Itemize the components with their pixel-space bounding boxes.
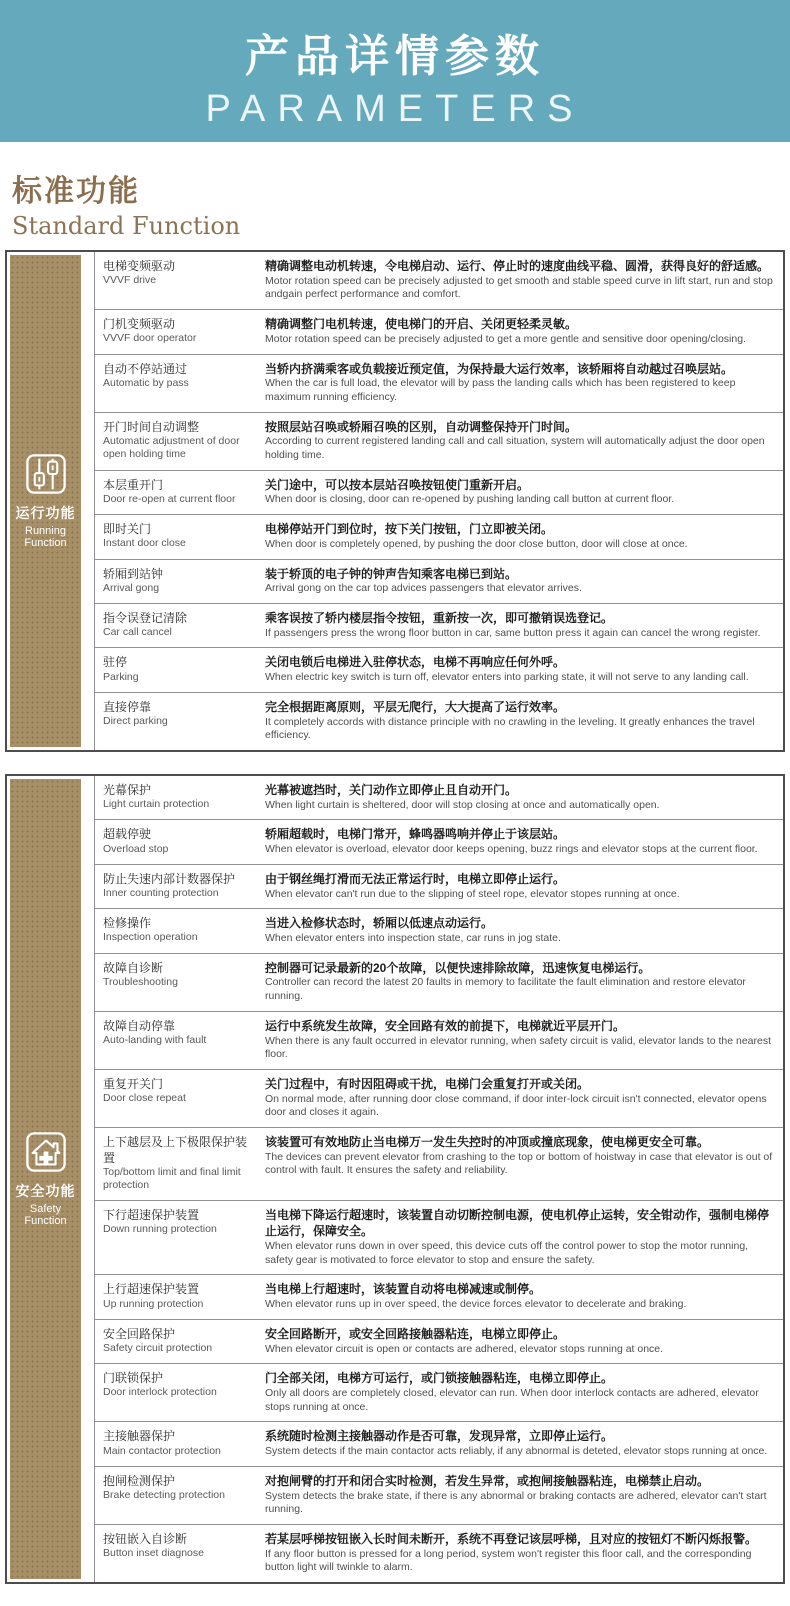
function-desc-cn: 按照层站召唤或轿厢召唤的区别，自动调整保持开门时间。 xyxy=(265,419,578,434)
function-name-en: VVVF drive xyxy=(103,274,157,287)
house-cross-icon xyxy=(25,1131,67,1173)
table-row xyxy=(95,1320,783,1364)
function-desc-en: According to current registered landing call and call situation, system will automatically adjust the door open holding time. xyxy=(265,435,765,462)
function-desc-cn: 关门途中，可以按本层站召唤按钮使门重新开启。 xyxy=(265,477,530,492)
function-name-cell xyxy=(95,1132,263,1195)
function-name-cn: 主接触器保护 xyxy=(103,1429,176,1444)
table-row xyxy=(95,604,783,648)
function-desc-cell xyxy=(263,475,783,509)
banner-title-cn: 产品详情参数 xyxy=(245,32,545,81)
running-function-sidebar xyxy=(7,252,95,750)
table-row xyxy=(95,820,783,864)
function-name-cell xyxy=(95,1471,263,1519)
section-title-en: Standard Function xyxy=(12,212,241,240)
function-desc-cell xyxy=(263,1132,783,1195)
function-desc-en: When the car is full load, the elevator will by pass the landing calls which has been registered to keep maximum running efficiency. xyxy=(265,377,736,403)
category-label-en: Safety Function xyxy=(24,1202,67,1227)
function-desc-en: When elevator is overload, elevator door keeps opening, buzz rings and elevator stops at the current floor. xyxy=(265,843,758,856)
safety-function-sidebar-panel xyxy=(10,779,81,1579)
function-name-cn: 上下越层及上下极限保护装置 xyxy=(103,1134,248,1166)
banner-title-en: PARAMETERS xyxy=(205,88,585,130)
function-desc-en: When there is any fault occurred in elevator running, when safety circuit is valid, elevator lands to the nearest floor. xyxy=(265,1034,772,1061)
function-desc-cell xyxy=(263,359,783,407)
function-name-en: Safety circuit protection xyxy=(103,1342,213,1355)
function-name-en: Overload stop xyxy=(103,842,169,855)
function-desc-cn: 该装置可有效地防止当电梯万一发生失控时的冲顶或撞底现象，使电梯更安全可靠。 xyxy=(265,1134,710,1149)
function-name-en: Arrival gong xyxy=(103,581,160,594)
function-desc-cn: 轿厢超载时，电梯门常开，蜂鸣器鸣响并停止于该层站。 xyxy=(265,827,566,842)
function-name-en: Automatic adjustment of door open holding time xyxy=(103,434,240,460)
function-name-en: Direct parking xyxy=(103,715,168,728)
function-desc-cell xyxy=(263,1205,783,1270)
function-name-cell xyxy=(95,314,263,348)
function-desc-cell xyxy=(263,1016,783,1064)
table-row xyxy=(95,648,783,692)
function-name-cell xyxy=(95,869,263,903)
function-desc-cell xyxy=(263,1368,783,1416)
function-name-cn: 即时关门 xyxy=(103,522,152,537)
function-desc-cn: 若某层呼梯按钮嵌入长时间未断开，系统不再登记该层呼梯，且对应的按钮灯不断闪烁报警。 xyxy=(265,1531,758,1546)
function-desc-cn: 由于钢丝绳打滑而无法正常运行时，电梯立即停止运行。 xyxy=(265,871,566,886)
function-name-cell xyxy=(95,519,263,553)
function-name-cn: 故障自动停靠 xyxy=(103,1018,176,1033)
function-desc-cn: 装于轿顶的电子钟的钟声告知乘客电梯已到站。 xyxy=(265,566,518,581)
function-name-en: Inspection operation xyxy=(103,931,198,944)
function-desc-cell xyxy=(263,1471,783,1519)
table-row xyxy=(95,1422,783,1466)
function-name-cell xyxy=(95,475,263,509)
function-desc-en: Only all doors are completely closed, elevator can run. When door interlock contacts are adhered, elevator stops running at once. xyxy=(265,1387,759,1413)
function-desc-cell xyxy=(263,1426,783,1460)
function-name-en: Instant door close xyxy=(103,537,186,550)
function-desc-cell xyxy=(263,1074,783,1122)
function-name-en: Door interlock protection xyxy=(103,1386,217,1399)
function-desc-cell xyxy=(263,417,783,465)
table-row xyxy=(95,1201,783,1276)
function-desc-cell xyxy=(263,869,783,903)
function-desc-en: When elevator runs up in over speed, the device forces elevator to decelerate and braking. xyxy=(265,1298,687,1311)
function-name-cn: 自动不停站通过 xyxy=(103,361,188,376)
function-name-en: Brake detecting protection xyxy=(103,1489,225,1501)
running-function-sidebar-panel xyxy=(10,255,81,747)
function-desc-cn: 光幕被遮挡时，关门动作立即停止且自动开门。 xyxy=(265,782,518,797)
category-label-en: Running Function xyxy=(24,524,67,549)
table-row xyxy=(95,1128,783,1201)
running-function-table xyxy=(5,250,785,752)
function-desc-cn: 精确调整门电机转速，使电梯门的开启、关闭更轻柔灵敏。 xyxy=(265,317,578,332)
function-desc-cell xyxy=(263,824,783,858)
function-desc-cn: 电梯停站开门到位时，按下关门按钮，门立即被关闭。 xyxy=(265,522,554,537)
function-desc-cn: 系统随时检测主接触器动作是否可靠，发现异常，立即停止运行。 xyxy=(265,1429,614,1444)
function-desc-cn: 运行中系统发生故障，安全回路有效的前提下，电梯就近平层开门。 xyxy=(265,1018,626,1033)
function-desc-cn: 乘客误按了轿内楼层指令按钮，重新按一次，即可撤销误选登记。 xyxy=(265,610,614,625)
table-row xyxy=(95,693,783,750)
function-name-en: Top/bottom limit and final limit protection xyxy=(103,1166,241,1192)
function-desc-cell xyxy=(263,913,783,947)
function-desc-cell xyxy=(263,652,783,686)
function-name-cn: 安全回路保护 xyxy=(103,1326,176,1341)
function-name-cell xyxy=(95,1205,263,1270)
function-desc-cn: 精确调整电动机转速，令电梯启动、运行、停止时的速度曲线平稳、圆滑，获得良好的舒适感。 xyxy=(265,259,770,273)
function-name-cell xyxy=(95,256,263,304)
function-name-cell xyxy=(95,958,263,1006)
table-row xyxy=(95,560,783,604)
function-desc-en: It completely accords with distance principle with no crawling in the leveling. It greatly enhances the travel efficiency. xyxy=(265,715,755,742)
table-row xyxy=(95,1070,783,1128)
function-name-cell xyxy=(95,652,263,686)
function-name-en: Troubleshooting xyxy=(103,975,178,988)
table-row xyxy=(95,1275,783,1319)
function-name-cell xyxy=(95,1529,263,1577)
function-desc-en: When electric key switch is turn off, elevator enters into parking state, it will not serve to any landing call. xyxy=(265,671,749,684)
function-desc-cn: 完全根据距离原则，平层无爬行，大大提高了运行效率。 xyxy=(265,699,566,714)
function-name-en: Auto-landing with fault xyxy=(103,1033,207,1046)
sliders-icon xyxy=(25,453,67,495)
function-name-cell xyxy=(95,417,263,465)
function-name-en: Automatic by pass xyxy=(103,376,189,389)
function-desc-en: Motor rotation speed can be precisely adjusted to get smooth and stable speed curve in lift start, run and stop andgain perfect performance and comfort. xyxy=(265,274,773,301)
function-desc-en: The devices can prevent elevator from crashing to the top or bottom of hoistway in case that elevator is out of control with fault. It ensures the safety and reliability. xyxy=(265,1150,773,1177)
function-name-cn: 轿厢到站钟 xyxy=(103,566,164,581)
table-row xyxy=(95,954,783,1012)
function-name-cell xyxy=(95,824,263,858)
function-name-cn: 门机变频驱动 xyxy=(103,317,176,332)
function-desc-en: On normal mode, after running door close command, if door inter-lock circuit isn't connected, elevator opens door and closes it again. xyxy=(265,1092,767,1119)
function-desc-cn: 控制器可记录最新的20个故障，以便快速排除故障，迅速恢复电梯运行。 xyxy=(265,960,651,975)
function-name-en: VVVF door operator xyxy=(103,332,197,345)
function-desc-cn: 当电梯下降运行超速时，该装置自动切断控制电源，使电机停止运转，安全钳动作，强制电梯停止运行，保障安全。 xyxy=(265,1207,770,1239)
function-desc-cell xyxy=(263,314,783,348)
table-row xyxy=(95,1467,783,1525)
function-name-cn: 本层重开门 xyxy=(103,477,164,492)
table-row xyxy=(95,1364,783,1422)
section-title xyxy=(12,166,790,240)
function-desc-cell xyxy=(263,958,783,1006)
safety-function-rows xyxy=(95,776,783,1582)
function-name-en: Light curtain protection xyxy=(103,798,210,811)
function-desc-cn: 对抱闸臂的打开和闭合实时检测，若发生异常，或抱闸接触器粘连，电梯禁止启动。 xyxy=(265,1473,710,1488)
function-desc-cn: 关闭电锁后电梯进入驻停状态，电梯不再响应任何外呼。 xyxy=(265,655,566,670)
function-desc-cell xyxy=(263,780,783,814)
function-desc-en: When elevator can't run due to the slipping of steel rope, elevator stopes running at once. xyxy=(265,887,680,900)
function-name-cell xyxy=(95,1368,263,1416)
function-desc-en: When elevator enters into inspection state, car runs in jog state. xyxy=(265,932,561,945)
section-title-cn: 标准功能 xyxy=(12,174,140,209)
function-name-en: Main contactor protection xyxy=(103,1444,221,1457)
function-desc-cell xyxy=(263,608,783,642)
function-desc-cell xyxy=(263,697,783,745)
function-name-cn: 直接停靠 xyxy=(103,699,152,714)
table-row xyxy=(95,471,783,515)
function-desc-en: When door is completely opened, by pushing the door close button, door will close at once. xyxy=(265,537,688,550)
function-name-cn: 指令误登记清除 xyxy=(103,610,188,625)
function-desc-en: Motor rotation speed can be precisely adjusted to get a more gentle and sensitive door opening/closing. xyxy=(265,332,746,345)
function-name-cn: 电梯变频驱动 xyxy=(103,259,176,273)
function-name-cn: 按钮嵌入自诊断 xyxy=(103,1531,188,1546)
function-name-en: Button inset diagnose xyxy=(103,1547,204,1560)
function-name-cn: 驻停 xyxy=(103,655,128,670)
function-desc-en: When elevator circuit is open or contacts are adhered, elevator stops running at once. xyxy=(265,1342,664,1355)
function-desc-en: If passengers press the wrong floor button in car, same button press it again can cancel the wrong register. xyxy=(265,626,761,639)
function-name-en: Parking xyxy=(103,670,139,683)
function-name-en: Car call cancel xyxy=(103,626,172,639)
function-desc-en: When door is closing, door can re-opened by pushing landing call button at current floor. xyxy=(265,493,675,506)
category-label-cn: 运行功能 xyxy=(15,504,76,521)
function-name-cell xyxy=(95,1324,263,1358)
function-name-cell xyxy=(95,1426,263,1460)
table-row xyxy=(95,252,783,310)
running-function-rows xyxy=(95,252,783,750)
function-desc-cn: 门全部关闭，电梯方可运行，或门锁接触器粘连，电梯立即停止。 xyxy=(265,1371,614,1386)
function-name-cell xyxy=(95,359,263,407)
function-name-cell xyxy=(95,780,263,814)
function-name-cn: 下行超速保护装置 xyxy=(103,1207,200,1222)
table-row xyxy=(95,413,783,471)
function-name-en: Door close repeat xyxy=(103,1092,186,1105)
function-name-cn: 上行超速保护装置 xyxy=(103,1282,200,1297)
table-row xyxy=(95,909,783,953)
function-name-cell xyxy=(95,564,263,598)
function-name-cn: 重复开关门 xyxy=(103,1076,164,1091)
function-name-cell xyxy=(95,913,263,947)
function-desc-en: If any floor button is pressed for a long period, system won't register this floor call, and the corresponding button light will twinkle to alarm. xyxy=(265,1547,752,1574)
function-desc-cn: 当电梯上行超速时，该装置自动将电梯减速或制停。 xyxy=(265,1282,542,1297)
function-name-cell xyxy=(95,608,263,642)
category-label-cn: 安全功能 xyxy=(15,1182,76,1199)
function-desc-cn: 关门过程中，有时因阻碍或干扰，电梯门会重复打开或关闭。 xyxy=(265,1076,590,1091)
function-name-en: Down running protection xyxy=(103,1222,217,1235)
table-row xyxy=(95,776,783,820)
function-desc-en: Arrival gong on the car top advices passengers that elevator arrives. xyxy=(265,582,582,595)
function-desc-en: When elevator runs down in over speed, this device cuts off the control power to stop the motor running, safety gear is motivated to force elevator to stop and ensure the safety. xyxy=(265,1240,749,1266)
function-desc-cell xyxy=(263,519,783,553)
function-desc-cn: 安全回路断开，或安全回路接触器粘连，电梯立即停止。 xyxy=(265,1326,566,1341)
function-desc-en: Controller can record the latest 20 faults in memory to facilitate the fault elimination and restore elevator running. xyxy=(265,976,746,1003)
function-desc-cell xyxy=(263,1324,783,1358)
function-desc-cell xyxy=(263,1279,783,1313)
function-desc-cn: 当轿内挤满乘客或负载接近预定值，为保持最大运行效率，该轿厢将自动越过召唤层站。 xyxy=(265,361,734,376)
function-name-cell xyxy=(95,697,263,745)
function-desc-cell xyxy=(263,564,783,598)
function-desc-en: System detects the brake state, if there is any abnormal or braking contacts are adhered, elevator can't start running. xyxy=(265,1489,767,1516)
function-name-cn: 防止失速内部计数器保护 xyxy=(103,871,236,886)
table-row xyxy=(95,1525,783,1582)
function-name-cn: 光幕保护 xyxy=(103,782,152,797)
function-name-cn: 门联锁保护 xyxy=(103,1371,164,1386)
safety-function-sidebar xyxy=(7,776,95,1582)
function-name-cell xyxy=(95,1279,263,1313)
function-name-en: Up running protection xyxy=(103,1297,204,1310)
table-row xyxy=(95,1012,783,1070)
table-row xyxy=(95,310,783,354)
table-row xyxy=(95,865,783,909)
function-name-cn: 检修操作 xyxy=(103,916,152,931)
page-banner xyxy=(0,0,790,142)
function-desc-cn: 当进入检修状态时，轿厢以低速点动运行。 xyxy=(265,916,494,931)
function-name-cn: 超载停驶 xyxy=(103,827,152,842)
function-name-cn: 故障自诊断 xyxy=(103,960,164,975)
function-desc-en: System detects if the main contactor acts reliably, if any abnormal is deteted, elevator stops running at once. xyxy=(265,1445,768,1458)
safety-function-table xyxy=(5,774,785,1584)
function-name-cn: 开门时间自动调整 xyxy=(103,419,200,434)
table-row xyxy=(95,515,783,559)
table-row xyxy=(95,355,783,413)
function-name-en: Door re-open at current floor xyxy=(103,492,236,505)
function-name-cell xyxy=(95,1016,263,1064)
function-desc-cell xyxy=(263,256,783,304)
function-desc-cell xyxy=(263,1529,783,1577)
function-name-en: Inner counting protection xyxy=(103,887,219,899)
function-name-cn: 抱闸检测保护 xyxy=(103,1473,176,1488)
function-desc-en: When light curtain is sheltered, door will stop closing at once and automatically open. xyxy=(265,798,660,811)
function-name-cell xyxy=(95,1074,263,1122)
